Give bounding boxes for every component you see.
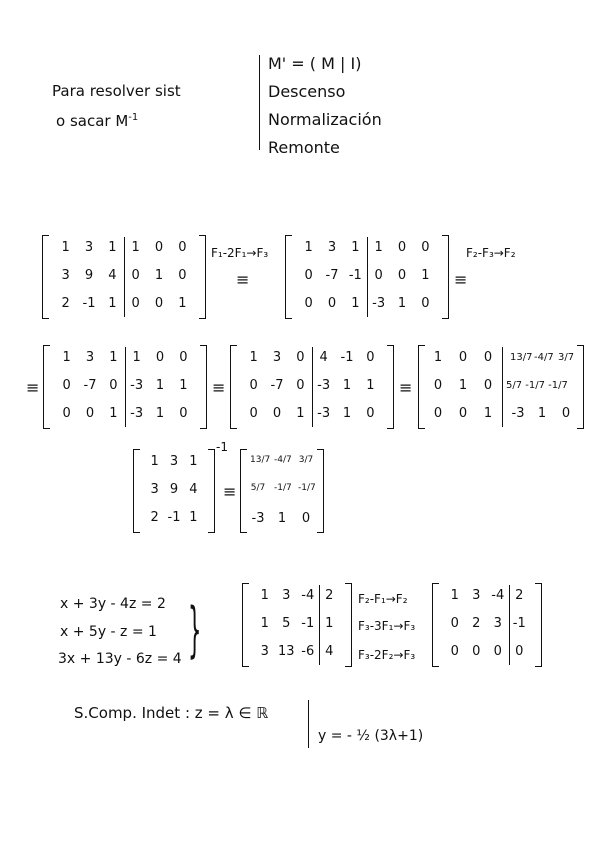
matrix-entry: 1 bbox=[150, 454, 159, 469]
matrix-entry: 0 bbox=[374, 268, 383, 283]
matrix-entry: 3 bbox=[84, 240, 94, 255]
matrix-entry: 1 bbox=[304, 240, 313, 255]
matrix-entry: 0 bbox=[178, 268, 187, 283]
matrix-entry: 1 bbox=[374, 240, 383, 255]
matrix-entry: 1 bbox=[450, 588, 459, 603]
matrix-entry: 0 bbox=[397, 240, 407, 255]
matrix-entry: 1 bbox=[342, 406, 352, 421]
matrix-entry: 1 bbox=[61, 240, 70, 255]
matrix-entry: 5 bbox=[282, 616, 291, 631]
matrix-entry: 2 bbox=[472, 616, 481, 631]
matrix-entry: 1 bbox=[179, 378, 188, 393]
matrix-entry: 0 bbox=[458, 350, 468, 365]
matrix-entry: 0 bbox=[515, 644, 524, 659]
matrix-entry: 0 bbox=[154, 240, 164, 255]
matrix-entry: 0 bbox=[421, 296, 430, 311]
matrix-entry: 3 bbox=[472, 588, 481, 603]
fraction-entry: -4/7 bbox=[274, 455, 292, 465]
matrix-entry: 1 bbox=[421, 268, 430, 283]
matrix-entry: 1 bbox=[325, 616, 334, 631]
matrix-entry: 0 bbox=[179, 406, 188, 421]
matrix-entry: 0 bbox=[154, 296, 164, 311]
matrix-entry: 1 bbox=[154, 268, 164, 283]
equiv-sign: ≡ bbox=[212, 378, 226, 397]
matrix-entry: 0 bbox=[304, 296, 313, 311]
matrix-entry: 1 bbox=[342, 378, 352, 393]
matrix-entry: -7 bbox=[270, 378, 284, 393]
matrix-entry: 0 bbox=[433, 378, 443, 393]
matrix-entry: 0 bbox=[493, 644, 502, 659]
intro-line-1: Para resolver sist bbox=[52, 82, 181, 100]
system-eq-1: x + 3y - 4z = 2 bbox=[60, 596, 166, 612]
matrix-entry: 1 bbox=[458, 378, 468, 393]
matrix-entry: 1 bbox=[109, 406, 118, 421]
matrix-entry: 0 bbox=[421, 240, 430, 255]
fraction-entry: 3/7 bbox=[298, 455, 314, 465]
step-normalizacion: Normalización bbox=[268, 110, 382, 129]
matrix-entry: 13 bbox=[277, 644, 295, 659]
matrix-entry: 0 bbox=[155, 350, 165, 365]
matrix-entry: -3 bbox=[317, 406, 331, 421]
step-remonte: Remonte bbox=[268, 138, 340, 157]
matrix-augmented-4 bbox=[230, 345, 394, 429]
matrix-entry: 0 bbox=[62, 406, 71, 421]
matrix-augmented-5 bbox=[418, 345, 584, 429]
matrix-entry: 3 bbox=[169, 454, 179, 469]
matrix-entry: 0 bbox=[131, 268, 140, 283]
system-eq-3: 3x + 13y - 6z = 4 bbox=[58, 651, 182, 667]
row-op-1: F₁-2F₁→F₃ bbox=[211, 246, 269, 260]
matrix-entry: 1 bbox=[537, 406, 547, 421]
row-op-5: F₃-2F₂→F₃ bbox=[358, 648, 416, 662]
matrix-entry: -3 bbox=[251, 511, 265, 526]
matrix-entry: 0 bbox=[109, 378, 118, 393]
solution-divider bbox=[308, 700, 309, 748]
matrix-entry: 0 bbox=[249, 406, 258, 421]
fraction-row: 5/7 -1/7 -1/7 bbox=[506, 380, 568, 391]
matrix-entry: -3 bbox=[130, 406, 144, 421]
matrix-entry: 0 bbox=[296, 350, 305, 365]
inverse-superscript: -1 bbox=[216, 440, 228, 454]
matrix-entry: 3 bbox=[327, 240, 337, 255]
matrix-entry: 1 bbox=[62, 350, 71, 365]
matrix-entry: -3 bbox=[317, 378, 331, 393]
matrix-entry: 3 bbox=[150, 482, 159, 497]
matrix-entry: 3 bbox=[272, 350, 282, 365]
equiv-sign: ≡ bbox=[223, 482, 237, 501]
fraction-entry: 5/7 bbox=[250, 483, 266, 493]
matrix-entry: 1 bbox=[433, 350, 443, 365]
matrix-entry: -1 bbox=[82, 296, 96, 311]
matrix-entry: -7 bbox=[325, 268, 339, 283]
matrix-entry: 2 bbox=[325, 588, 334, 603]
matrix-entry: -1 bbox=[167, 510, 181, 525]
matrix-entry: 1 bbox=[351, 296, 360, 311]
matrix-entry: 2 bbox=[61, 296, 70, 311]
solution-y: y = - ½ (3λ+1) bbox=[318, 728, 424, 744]
matrix-entry: 1 bbox=[296, 406, 305, 421]
matrix-entry: -4 bbox=[491, 588, 505, 603]
matrix-entry: -1 bbox=[512, 616, 526, 631]
matrix-entry: 4 bbox=[108, 268, 117, 283]
matrix-augmented-1 bbox=[42, 235, 206, 319]
matrix-entry: 3 bbox=[61, 268, 70, 283]
fraction-entry: 13/7 bbox=[250, 455, 271, 465]
matrix-entry: 0 bbox=[366, 350, 375, 365]
equiv-sign: ≡ bbox=[26, 378, 40, 397]
matrix-entry: -3 bbox=[511, 406, 525, 421]
matrix-entry: 0 bbox=[296, 378, 305, 393]
system-brace: } bbox=[188, 595, 202, 665]
matrix-entry: 0 bbox=[178, 240, 187, 255]
matrix-entry: 9 bbox=[169, 482, 179, 497]
matrix-entry: -1 bbox=[340, 350, 354, 365]
matrix-entry: 0 bbox=[179, 350, 188, 365]
row-op-4: F₃-3F₁→F₃ bbox=[358, 619, 416, 633]
matrix-entry: 1 bbox=[155, 378, 165, 393]
matrix-entry: 0 bbox=[301, 511, 311, 526]
matrix-entry: 1 bbox=[189, 510, 198, 525]
fraction-entry: -1/7 bbox=[298, 483, 316, 493]
matrix-entry: 9 bbox=[84, 268, 94, 283]
matrix-entry: 0 bbox=[304, 268, 313, 283]
matrix-entry: 1 bbox=[131, 240, 140, 255]
matrix-entry: 1 bbox=[351, 240, 360, 255]
matrix-entry: 1 bbox=[109, 350, 118, 365]
matrix-system-reduced bbox=[432, 583, 542, 667]
matrix-entry: 4 bbox=[325, 644, 334, 659]
fraction-entry: -4/7 bbox=[534, 352, 554, 363]
matrix-entry: 4 bbox=[189, 482, 198, 497]
row-op-3: F₂-F₁→F₂ bbox=[358, 592, 408, 606]
matrix-entry: 1 bbox=[178, 296, 187, 311]
matrix-entry: -6 bbox=[301, 644, 315, 659]
matrix-entry: 1 bbox=[260, 588, 269, 603]
matrix-A bbox=[133, 449, 215, 533]
matrix-entry: 2 bbox=[515, 588, 524, 603]
matrix-entry: 0 bbox=[85, 406, 95, 421]
matrix-entry: 1 bbox=[366, 378, 375, 393]
fraction-entry: 13/7 bbox=[510, 352, 533, 363]
matrix-entry: 0 bbox=[366, 406, 375, 421]
matrix-entry: 0 bbox=[450, 644, 459, 659]
equiv-sign: ≡ bbox=[236, 270, 250, 289]
header-divider bbox=[259, 55, 260, 150]
solution-label: S.Comp. Indet : z = λ ∈ ℝ bbox=[74, 704, 269, 722]
matrix-entry: 1 bbox=[108, 296, 117, 311]
matrix-entry: 1 bbox=[397, 296, 407, 311]
matrix-entry: 0 bbox=[433, 406, 443, 421]
matrix-entry: 3 bbox=[85, 350, 95, 365]
matrix-entry: 0 bbox=[561, 406, 571, 421]
matrix-entry: 0 bbox=[483, 378, 493, 393]
matrix-entry: 1 bbox=[108, 240, 117, 255]
matrix-entry: -3 bbox=[372, 296, 386, 311]
matrix-entry: 0 bbox=[62, 378, 71, 393]
matrix-augmented-2 bbox=[285, 235, 449, 319]
fraction-entry: 3/7 bbox=[558, 352, 575, 363]
fraction-entry: -1/7 bbox=[274, 483, 292, 493]
equiv-sign: ≡ bbox=[454, 270, 468, 289]
matrix-entry: 0 bbox=[131, 296, 140, 311]
matrix-entry: 1 bbox=[155, 406, 165, 421]
matrix-system bbox=[242, 583, 352, 667]
matrix-entry: 0 bbox=[472, 644, 481, 659]
matrix-entry: 1 bbox=[132, 350, 141, 365]
matrix-entry: -1 bbox=[301, 616, 315, 631]
matrix-entry: 0 bbox=[272, 406, 282, 421]
matrix-entry: 1 bbox=[249, 350, 258, 365]
matrix-entry: 3 bbox=[493, 616, 502, 631]
matrix-entry: 0 bbox=[397, 268, 407, 283]
system-eq-2: x + 5y - z = 1 bbox=[60, 624, 157, 640]
matrix-entry: -1 bbox=[348, 268, 362, 283]
matrix-entry: 0 bbox=[483, 350, 493, 365]
matrix-entry: 0 bbox=[450, 616, 459, 631]
matrix-entry: 0 bbox=[458, 406, 468, 421]
matrix-entry: -3 bbox=[130, 378, 144, 393]
intro-line-2: o sacar $M^{-1}$ bbox=[56, 112, 139, 130]
matrix-entry: 0 bbox=[327, 296, 337, 311]
matrix-entry: 1 bbox=[483, 406, 493, 421]
matrix-entry: 1 bbox=[260, 616, 269, 631]
matrix-entry: 4 bbox=[319, 350, 328, 365]
augmented-formula: M' = ( M | I) bbox=[268, 54, 362, 73]
equiv-sign: ≡ bbox=[399, 378, 413, 397]
matrix-entry: -7 bbox=[83, 378, 97, 393]
step-descenso: Descenso bbox=[268, 82, 346, 101]
matrix-entry: 1 bbox=[189, 454, 198, 469]
matrix-A-inverse bbox=[240, 449, 324, 533]
matrix-entry: 0 bbox=[249, 378, 258, 393]
matrix-entry: 2 bbox=[150, 510, 159, 525]
matrix-entry: 1 bbox=[277, 511, 287, 526]
matrix-augmented-3 bbox=[43, 345, 207, 429]
row-op-2: F₂-F₃→F₂ bbox=[466, 246, 516, 260]
matrix-entry: 3 bbox=[282, 588, 291, 603]
matrix-entry: -4 bbox=[301, 588, 315, 603]
matrix-entry: 3 bbox=[260, 644, 269, 659]
